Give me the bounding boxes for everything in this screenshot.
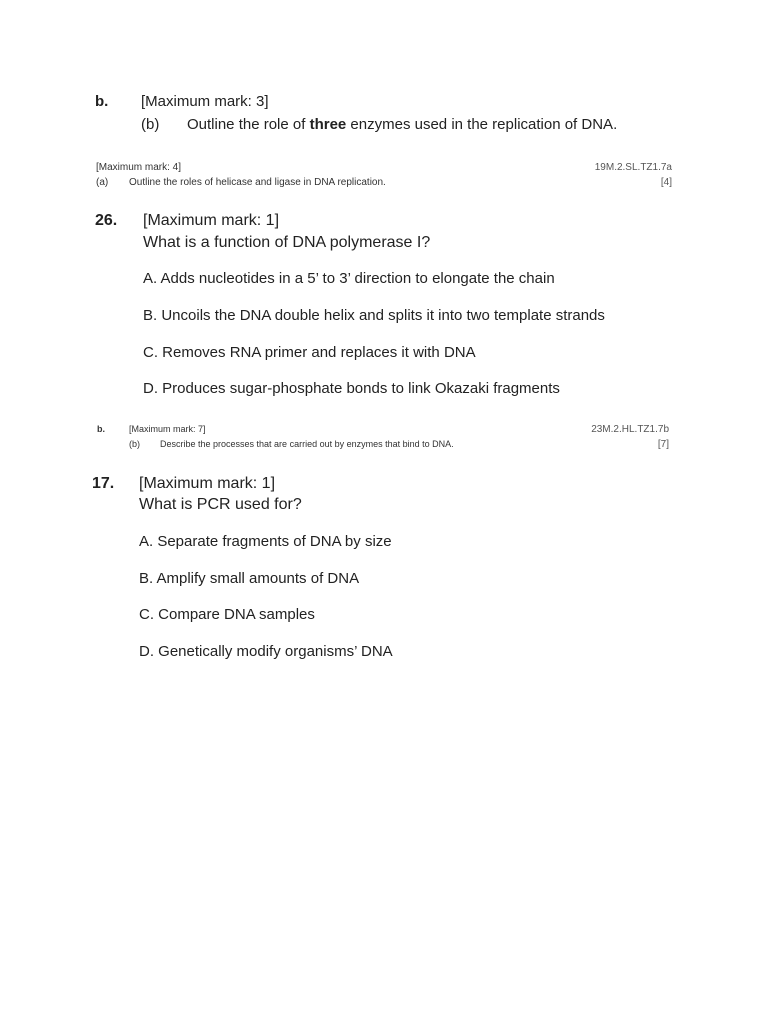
block3-marks: [7] <box>657 439 669 450</box>
block2-reference: 19M.2.SL.TZ1.7a <box>594 162 672 173</box>
q17-max-mark: [Maximum mark: 1] <box>139 475 276 492</box>
q17-option-d: D. Genetically modify organisms’ DNA <box>139 643 393 660</box>
block3-reference: 23M.2.HL.TZ1.7b <box>591 424 669 435</box>
q17-option-b: B. Amplify small amounts of DNA <box>139 570 360 587</box>
block3-part: (b) <box>129 439 140 449</box>
block2-part: (a) <box>96 177 109 188</box>
q26-number: 26. <box>95 212 118 229</box>
block1-question-start: Outline the role of <box>187 116 310 133</box>
q26-option-b: B. Uncoils the DNA double helix and splits it into two template strands <box>143 307 605 324</box>
block1-question-end: enzymes used in the replication of DNA. <box>346 116 618 133</box>
q26-option-d: D. Produces sugar-phosphate bonds to link Okazaki fragments <box>143 380 560 397</box>
q17-question: What is PCR used for? <box>139 496 302 513</box>
q17-option-c: C. Compare DNA samples <box>139 606 315 623</box>
block3-question: Describe the processes that are carried out by enzymes that bind to DNA. <box>160 439 454 449</box>
block1-max-mark: [Maximum mark: 3] <box>141 93 269 110</box>
block1-part: (b) <box>141 116 160 133</box>
block1-label: b. <box>95 93 109 110</box>
q17-number: 17. <box>92 475 115 492</box>
block1-question-bold: three <box>309 116 347 133</box>
q26-option-a: A. Adds nucleotides in a 5’ to 3’ direction to elongate the chain <box>143 270 555 287</box>
q17-option-a: A. Separate fragments of DNA by size <box>139 533 392 550</box>
block3-label: b. <box>97 424 105 434</box>
block2-max-mark: [Maximum mark: 4] <box>96 162 182 173</box>
q26-max-mark: [Maximum mark: 1] <box>143 212 280 229</box>
q26-option-c: C. Removes RNA primer and replaces it with DNA <box>143 344 476 361</box>
block1-question <box>187 116 617 133</box>
block3-max-mark: [Maximum mark: 7] <box>129 424 206 434</box>
q26-question: What is a function of DNA polymerase I? <box>143 234 431 251</box>
block2-marks: [4] <box>660 177 672 188</box>
block2-question: Outline the roles of helicase and ligase in DNA replication. <box>129 177 386 188</box>
